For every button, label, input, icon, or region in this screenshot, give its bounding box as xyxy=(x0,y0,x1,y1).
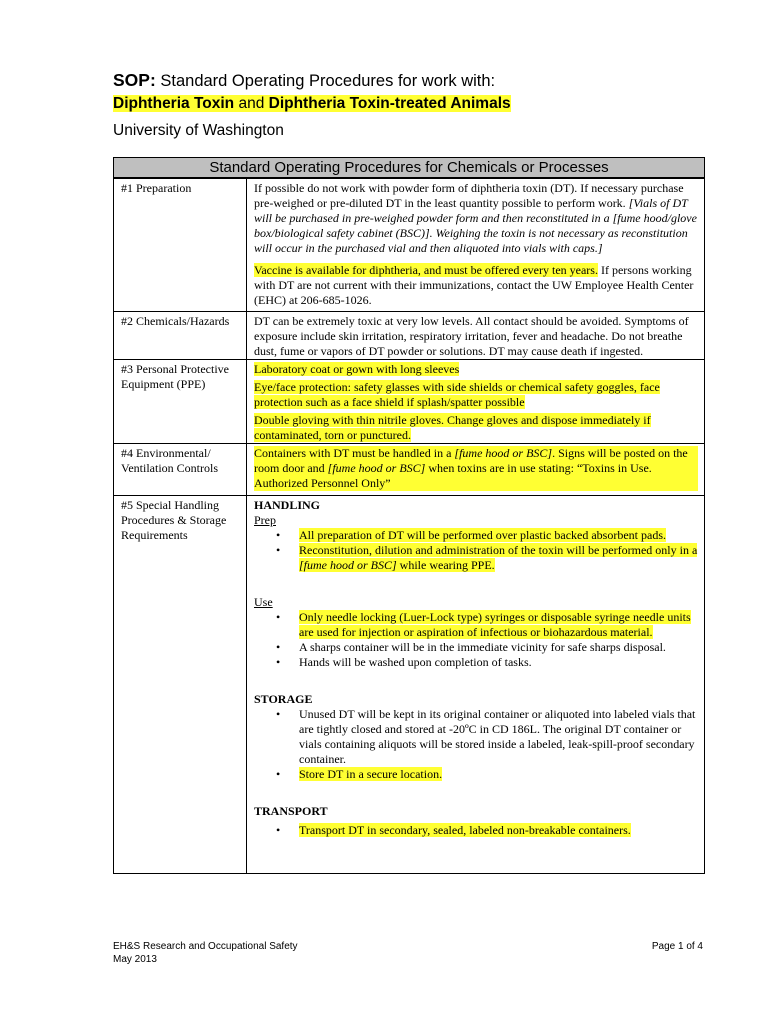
subject-dt: Diphtheria Toxin xyxy=(113,95,235,112)
list-item: • Unused DT will be kept in its original container or aliquoted into labeled vials that are tightly closed and stored at -20ºC in CD 186L. The original DT container or vials containing aliquots will be stored inside a labeled, leak-spill-proof secondary container. xyxy=(276,707,696,766)
ppe-eye-protection: Eye/face protection: safety glasses with side shields or chemical safety goggles, face protection such as a face shield if splash/spatter possible xyxy=(254,380,660,409)
table-title: Standard Operating Procedures for Chemicals or Processes xyxy=(114,158,704,179)
footer-date: May 2013 xyxy=(113,954,157,965)
list-item: • A sharps container will be in the immediate vicinity for safe sharps disposal. xyxy=(276,640,666,654)
table-row xyxy=(114,359,704,443)
sop-prefix: SOP: xyxy=(113,70,156,90)
table-row xyxy=(114,179,704,311)
page-footer xyxy=(113,940,703,966)
row-label-hazards: #2 Chemicals/Hazards xyxy=(114,312,247,359)
row-label-ppe: #3 Personal Protective Equipment (PPE) xyxy=(114,360,247,443)
list-item: • Reconstitution, dilution and administration of the toxin will be performed only in a [fume hood or BSC] while wearing PPE. xyxy=(276,543,698,572)
row-content-handling xyxy=(247,496,704,873)
subject-and: and xyxy=(234,95,269,112)
transport-list xyxy=(254,823,698,838)
row-label-handling: #5 Special Handling Procedures & Storage Requirements xyxy=(114,496,247,873)
footer-department: EH&S Research and Occupational Safety xyxy=(113,941,298,952)
use-list xyxy=(254,610,698,670)
subject-animals: Diphtheria Toxin-treated Animals xyxy=(268,95,511,112)
institution: University of Washington xyxy=(113,122,284,139)
sop-title: Standard Operating Procedures for work with: xyxy=(155,72,496,90)
sop-table xyxy=(113,157,705,874)
list-item: • Store DT in a secure location. xyxy=(276,767,443,781)
list-item: • All preparation of DT will be performed over plastic backed absorbent pads. xyxy=(276,528,666,542)
transport-heading: TRANSPORT xyxy=(254,804,328,818)
row-content-hazards: DT can be extremely toxic at very low levels. All contact should be avoided. Symptoms of exposure include skin irritation, respiratory irritation, fever and headache. Do not breathe dust, fume or vapors of DT powder or solutions. DT may cause death if ingested. xyxy=(254,314,689,358)
table-row xyxy=(114,495,704,873)
list-item: • Transport DT in secondary, sealed, labeled non-breakable containers. xyxy=(276,823,631,837)
row-content-ventilation: Containers with DT must be handled in a [fume hood or BSC]. Signs will be posted on the room door and [fume hood or BSC] when toxins are in use stating: “Toxins in Use. Authorized Personnel Only” xyxy=(247,444,704,495)
prep-list xyxy=(254,528,698,573)
storage-list xyxy=(254,707,698,782)
storage-heading: STORAGE xyxy=(254,692,313,706)
table-row xyxy=(114,443,704,495)
document-header xyxy=(113,70,713,141)
row-content-preparation xyxy=(247,179,704,311)
row-content-ppe xyxy=(247,360,704,443)
vaccine-paragraph: Vaccine is available for diphtheria, and must be offered every ten years. If persons working with DT are not current with their immunizations, contact the UW Employee Health Center (EHC) at 206-685-1026. xyxy=(254,263,694,307)
row-label-ventilation: #4 Environmental/ Ventilation Controls xyxy=(114,444,247,495)
subject-line xyxy=(113,93,713,114)
preparation-paragraph: If possible do not work with powder form of diphtheria toxin (DT). If necessary purchase pre-weighed or pre-diluted DT in the least quantity possible to perform work. [Vials of DT will be purchased in pre-weighed powder form and then reconstituted in a [fume hood/glove box/biological safety cabinet (BSC)]. Weighing the toxin is not necessary as reconstitution will occur in the purchased vial and then aliquoted into vials with caps.] xyxy=(254,181,697,255)
page-number: Page 1 of 4 xyxy=(651,941,703,952)
list-item: • Only needle locking (Luer-Lock type) syringes or disposable syringe needle units are used for injection or aspiration of infectious or biohazardous material. xyxy=(276,610,691,639)
use-heading: Use xyxy=(254,595,273,609)
list-item: • Hands will be washed upon completion of tasks. xyxy=(276,655,532,669)
handling-heading: HANDLING xyxy=(254,498,321,512)
prep-heading: Prep xyxy=(254,513,276,527)
table-row xyxy=(114,311,704,359)
ppe-gloves: Double gloving with thin nitrile gloves. Change gloves and dispose immediately if contaminated, torn or punctured. xyxy=(254,413,651,442)
sop-title-line xyxy=(113,70,713,92)
ppe-lab-coat: Laboratory coat or gown with long sleeves xyxy=(254,362,460,376)
row-label-preparation: #1 Preparation xyxy=(114,179,247,311)
